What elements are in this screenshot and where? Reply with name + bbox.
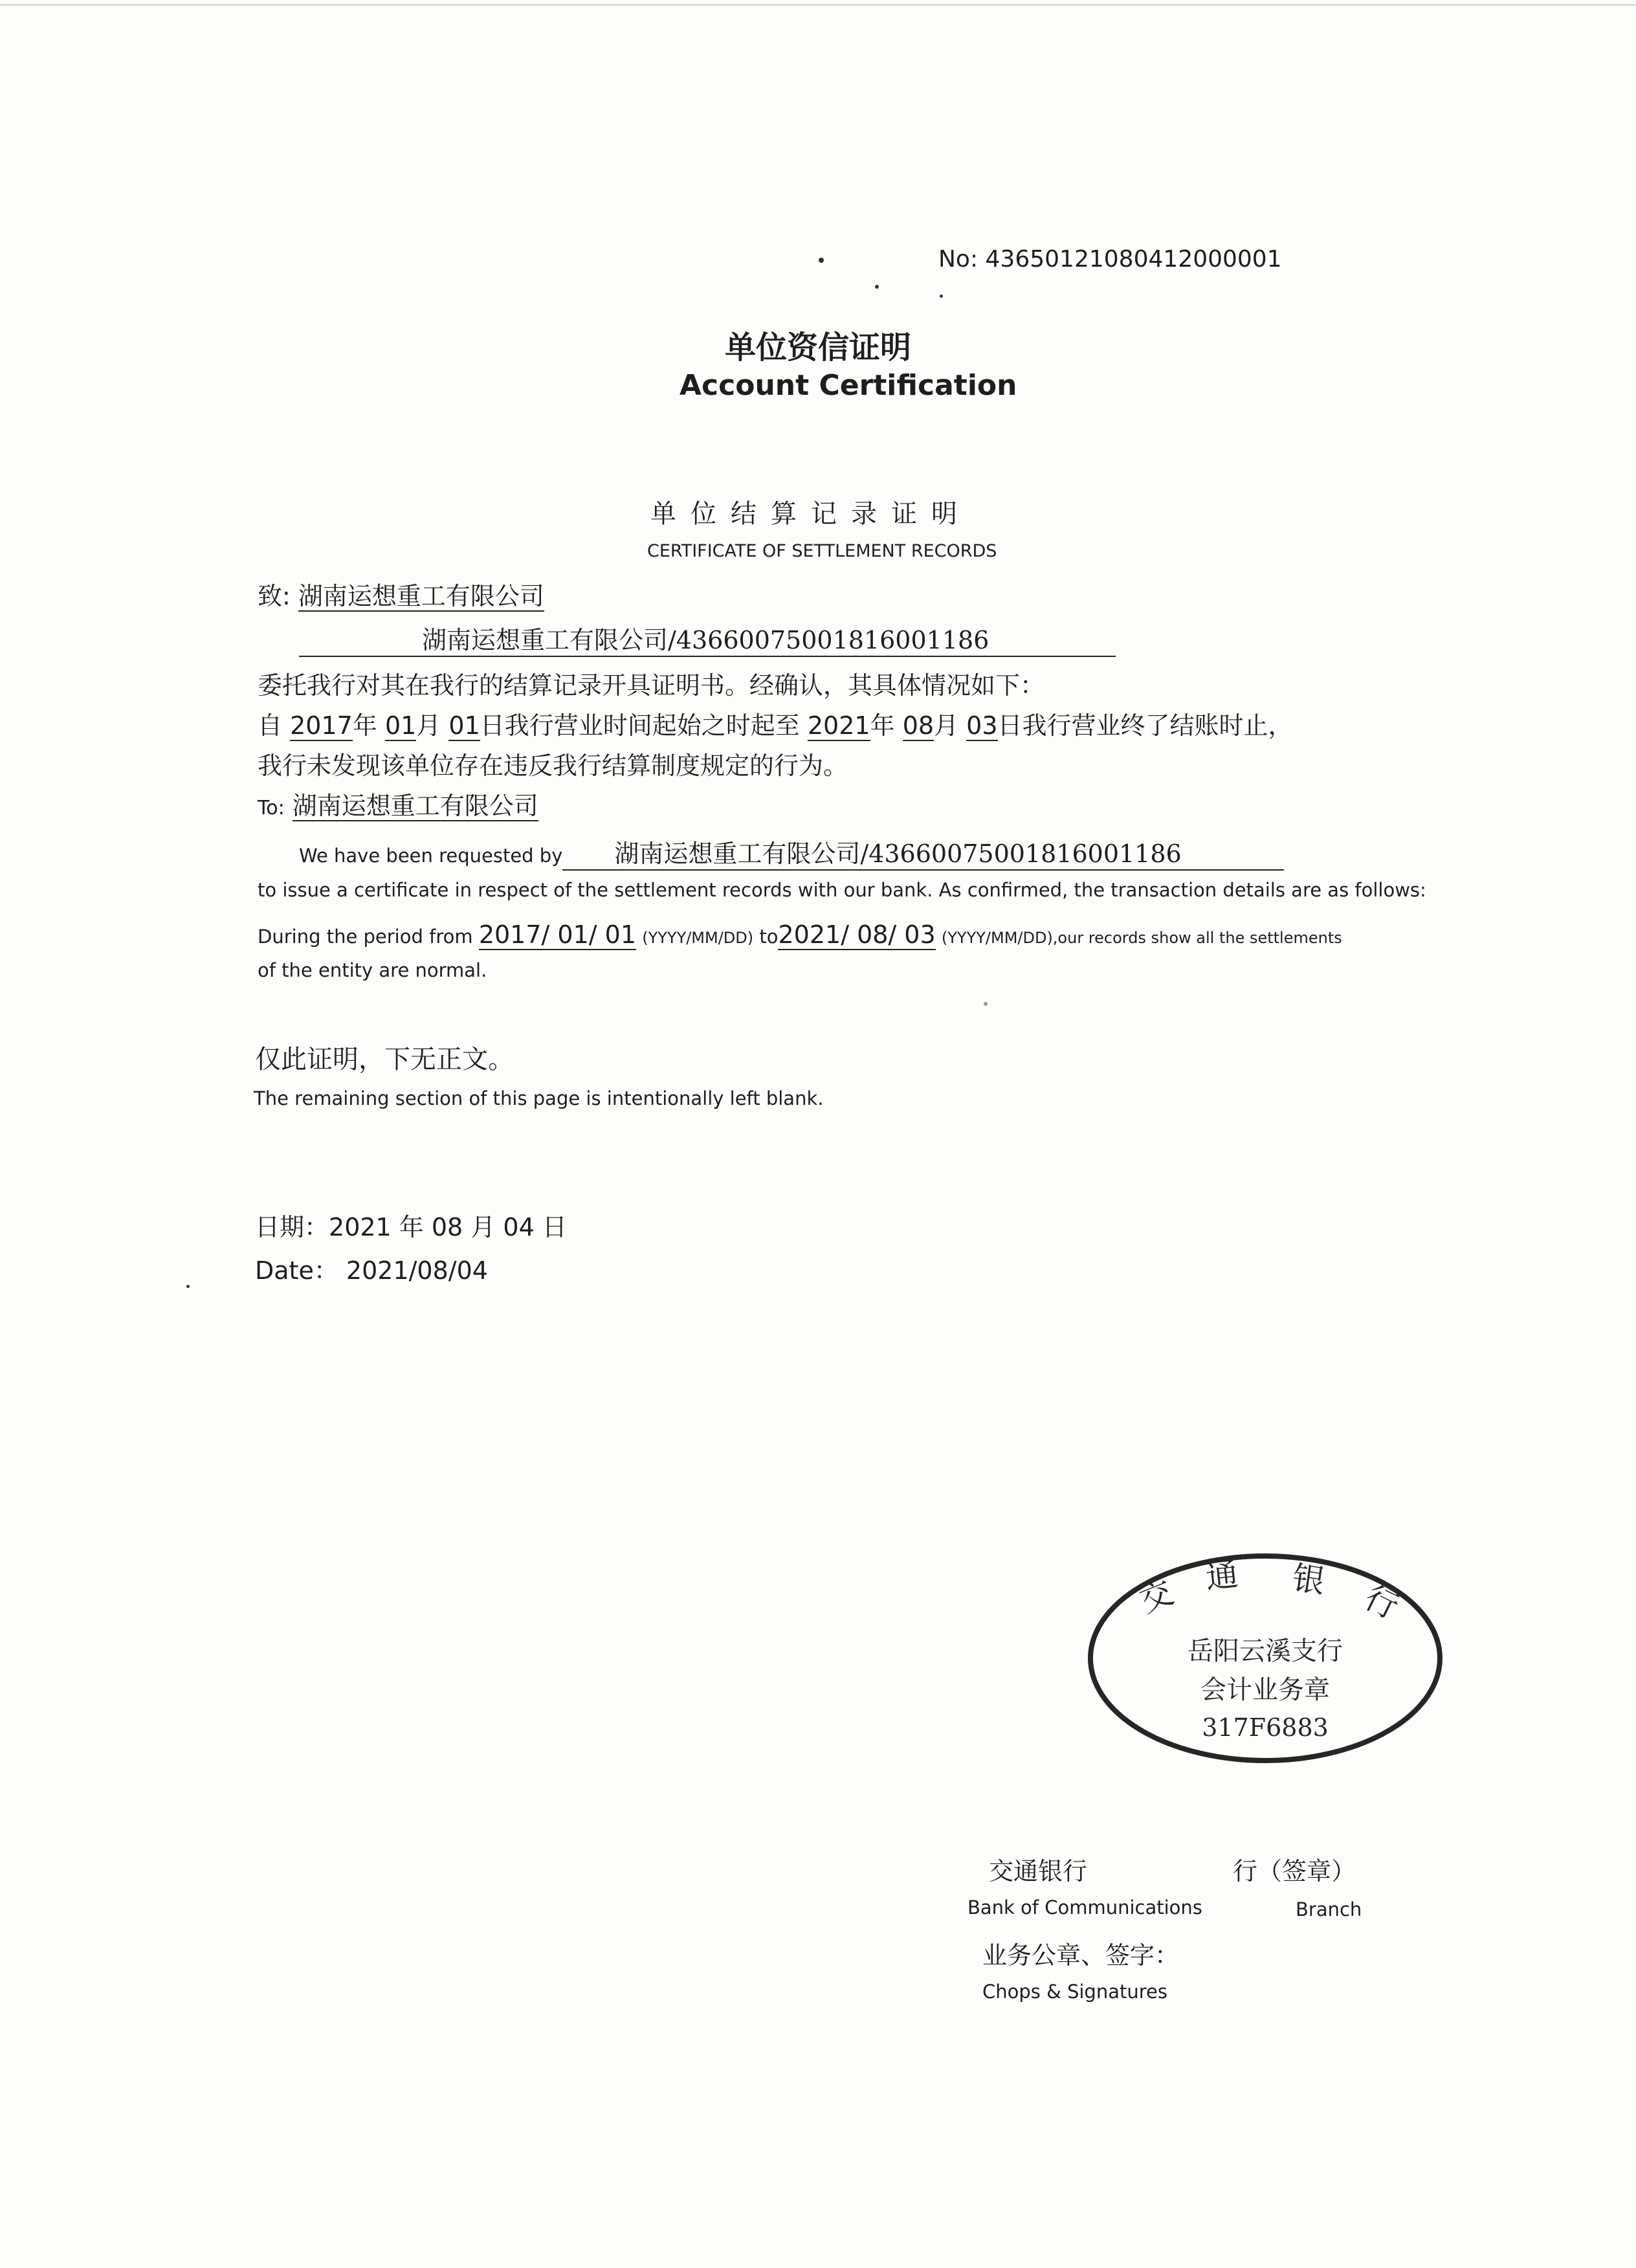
start-year-cn: 2017 bbox=[290, 711, 353, 740]
period-line-en bbox=[258, 920, 1342, 949]
issue-sentence-en: to issue a certificate in respect of the settlement records with our bank. As confirmed, the transaction details are as follows: bbox=[258, 879, 1426, 901]
seal-char-4: 行 bbox=[1358, 1578, 1405, 1627]
end-year-cn: 2021 bbox=[807, 711, 870, 740]
to-label-cn: 致: bbox=[258, 582, 291, 610]
end-day-cn: 03 bbox=[966, 711, 998, 740]
requester-cn: 湖南运想重工有限公司/43660075001816001186 bbox=[422, 626, 989, 654]
scan-speck bbox=[940, 295, 943, 298]
scan-speck bbox=[875, 285, 879, 289]
conclusion-cn: 我行未发现该单位存在违反我行结算制度规定的行为。 bbox=[258, 751, 848, 780]
chops-label-en: Chops & Signatures bbox=[982, 1981, 1167, 2003]
date-line-cn bbox=[255, 1207, 567, 1243]
seal-code: 317F6883 bbox=[1202, 1713, 1329, 1742]
branch-label-cn: 行（签章） bbox=[1233, 1857, 1356, 1885]
chops-label-cn: 业务公章、签字： bbox=[982, 1941, 1180, 1970]
subtitle-cn: 单位结算记录证明 bbox=[650, 499, 971, 529]
title-en: Account Certification bbox=[680, 369, 1017, 402]
scan-top-edge bbox=[0, 4, 1636, 6]
to-word: to bbox=[759, 926, 779, 948]
period-line-cn bbox=[258, 706, 1293, 741]
bank-name-en: Bank of Communications bbox=[967, 1896, 1202, 1918]
title-cn: 单位资信证明 bbox=[725, 329, 912, 366]
month-char: 月 bbox=[934, 711, 959, 740]
scan-speck bbox=[186, 1285, 190, 1288]
format-hint: (YYYY/MM/DD) bbox=[642, 929, 754, 947]
recipient-name-en: 湖南运想重工有限公司 bbox=[292, 792, 538, 820]
bank-name-cn: 交通银行 bbox=[989, 1857, 1088, 1885]
recipient-line-cn bbox=[258, 576, 544, 612]
period-start-en: 2017/ 01/ 01 bbox=[478, 920, 636, 949]
recipient-name-cn: 湖南运想重工有限公司 bbox=[298, 582, 544, 610]
to-label-en: To: bbox=[258, 797, 285, 819]
requester-fill-en bbox=[562, 834, 1284, 871]
period-prefix-cn: 自 bbox=[258, 711, 283, 740]
period-suffix-cn: 日我行营业终了结账时止， bbox=[997, 711, 1293, 740]
seal-char-2: 通 bbox=[1204, 1555, 1240, 1596]
seal-char-1: 交 bbox=[1134, 1573, 1178, 1621]
start-day-cn: 01 bbox=[448, 711, 480, 740]
date-value-en: 2021/08/04 bbox=[346, 1256, 488, 1285]
start-month-cn: 01 bbox=[384, 711, 417, 740]
period-suffix-en: (YYYY/MM/DD),our records show all the settlements bbox=[941, 929, 1342, 947]
requester-en: 湖南运想重工有限公司/43660075001816001186 bbox=[614, 839, 1182, 868]
seal-branch: 岳阳云溪支行 bbox=[1188, 1636, 1343, 1666]
end-month-cn: 08 bbox=[902, 711, 934, 740]
closing-cn: 仅此证明，下无正文。 bbox=[255, 1045, 514, 1074]
bank-seal-stamp bbox=[1084, 1548, 1446, 1768]
period-end-en: 2021/ 08/ 03 bbox=[778, 920, 936, 949]
month-char: 月 bbox=[416, 711, 441, 740]
seal-char-3: 银 bbox=[1290, 1559, 1327, 1601]
scan-speck bbox=[819, 258, 824, 263]
period-prefix-en: During the period from bbox=[258, 926, 473, 948]
requested-line-en bbox=[299, 834, 1284, 871]
year-char: 年 bbox=[870, 711, 895, 740]
seal-department: 会计业务章 bbox=[1200, 1675, 1330, 1705]
recipient-line-en bbox=[258, 786, 538, 821]
date-label-en: Date： bbox=[255, 1256, 338, 1285]
normal-sentence-en: of the entity are normal. bbox=[258, 959, 487, 981]
requested-text: We have been requested by bbox=[299, 845, 563, 867]
requester-line-cn bbox=[299, 620, 1116, 657]
branch-label-en: Branch bbox=[1296, 1898, 1362, 1920]
period-mid-cn: 日我行营业时间起始之时起至 bbox=[480, 711, 800, 740]
year-char: 年 bbox=[352, 711, 377, 740]
date-label-cn: 日期： bbox=[255, 1213, 329, 1241]
date-line-en bbox=[255, 1251, 488, 1286]
closing-en: The remaining section of this page is intentionally left blank. bbox=[254, 1087, 824, 1109]
scan-speck bbox=[984, 1002, 988, 1006]
date-value-cn: 2021 年 08 月 04 日 bbox=[329, 1213, 567, 1241]
entrust-sentence-cn: 委托我行对其在我行的结算记录开具证明书。经确认，其具体情况如下： bbox=[258, 671, 1045, 700]
document-number: No: 43650121080412000001 bbox=[938, 246, 1282, 272]
subtitle-en: CERTIFICATE OF SETTLEMENT RECORDS bbox=[647, 541, 997, 561]
